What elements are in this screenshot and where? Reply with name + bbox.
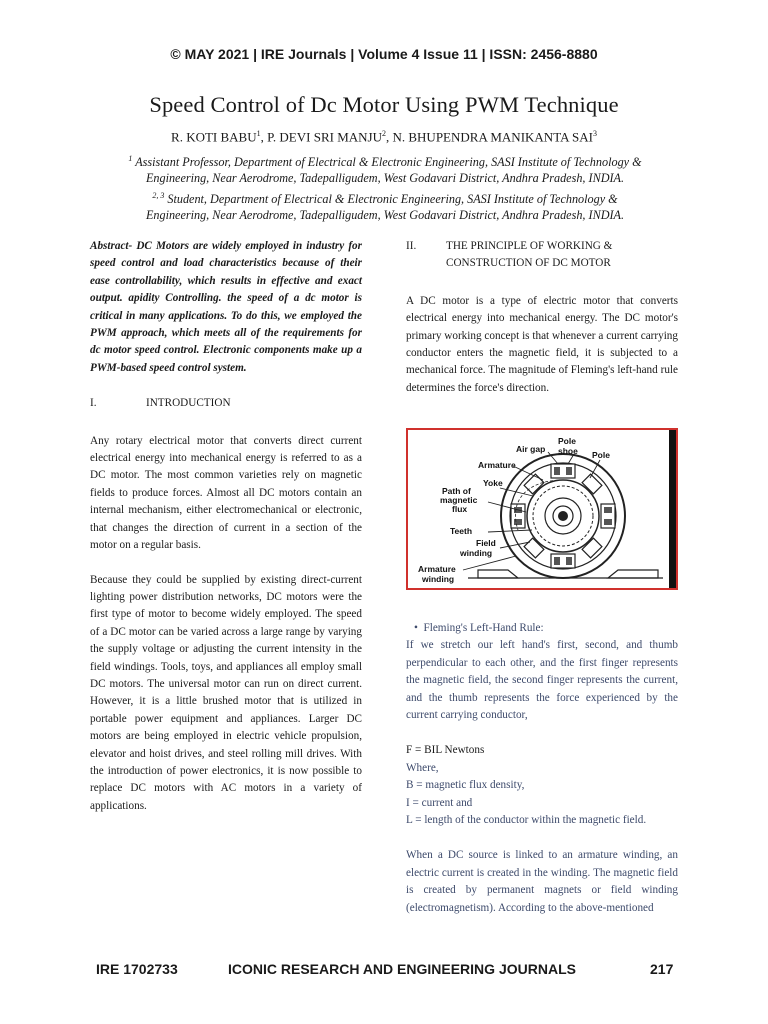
right-column-lower (406, 620, 678, 917)
section-2-heading (406, 238, 678, 273)
affiliation-2-line1: Student, Department of Electrical & Electronic Engineering, SASI Institute of Technology & (167, 192, 618, 207)
affiliation-2 (95, 188, 675, 223)
left-column (90, 238, 362, 815)
fleming-bullet (406, 620, 678, 637)
bullet-dot: • (414, 622, 424, 634)
definition-b: B = magnetic flux density, (406, 779, 525, 792)
abstract: Abstract- DC Motors are widely employed in industry for speed control and load characteristics because of their ease controllability, which results in effective and exact output. apidity Controlling. the speed of a dc motor is critical in many applications. To do this, we employed the PWM approach, which meets all of the requirements for dc motor speed control. Electronic components make up a PWM-based speed control system. (90, 240, 362, 374)
affiliation-2-sup: 2, 3 (152, 191, 165, 200)
section-1-number: I. (90, 397, 97, 410)
intro-paragraph-2: Because they could be supplied by existing direct-current lighting power distribution networks, DC motors were the first type of motor to become widely employed. The speed of a DC motor can be varied across a large range by varying the supply voltage or adjusting the current intensity in the field windings. Tools, toys, and appliances all employ small DC motors. The universal motor can run on direct current. However, it is a little brushed motor that is utilized in portable power equipment and appliances. Larger DC motors are being employed in electric vehicle propulsion, elevator and hoist drives, and steel rolling mill drives. With the introduction of power electronics, it is now possible to replace DC motors with AC motors in a variety of applications. (90, 573, 362, 812)
affiliation-1-sup: 1 (128, 154, 133, 163)
motor-base-right (608, 570, 658, 578)
author-1-sup: 1 (256, 129, 261, 138)
definition-l: L = length of the conductor within the magnetic field. (406, 814, 647, 827)
journal-header: © MAY 2021 | IRE Journals | Volume 4 Issue 11 | ISSN: 2456-8880 (170, 46, 598, 62)
author-1: R. KOTI BABU (171, 129, 257, 145)
armature-paragraph: When a DC source is linked to an armature winding, an electric current is created in the winding. The magnetic field is created by permanent magnets or field winding (electromagnetism). According to the above-mentioned (406, 849, 678, 914)
label-armature-winding-2: winding (422, 574, 455, 584)
section-1-heading (90, 395, 362, 412)
affiliation-1-line2: Engineering, Near Aerodrome, Tadepalligudem, West Godavari District, Andhra Pradesh, INDIA. (145, 171, 625, 186)
affiliation-1 (95, 151, 675, 186)
footer-id: IRE 1702733 (96, 961, 178, 977)
label-teeth: Teeth (450, 526, 473, 536)
dc-motor-construction-figure (406, 428, 678, 590)
label-path-1: Path of (442, 486, 471, 496)
author-2: P. DEVI SRI MANJU (267, 129, 382, 145)
label-pole: Pole (592, 450, 610, 460)
dc-motor-diagram (408, 430, 676, 588)
paper-title: Speed Control of Dc Motor Using PWM Technique (149, 92, 619, 117)
motor-base-left (478, 570, 518, 578)
shaft (558, 511, 568, 521)
authors-line: R. KOTI BABU$^1$, P. DEVI SRI MANJU$^2$, N. BHUPENDRA MANIKANTA SAI$^3$ (171, 129, 597, 145)
affiliation-1-line1: Assistant Professor, Department of Electrical & Electronic Engineering, SASI Institute of Technology & (135, 155, 642, 170)
fleming-paragraph: If we stretch our left hand's first, second, and thumb perpendicular to each other, and the first finger represents the magnetic field, the second finger represents the current, and the thumb represents the force experienced by the current carrying conductor, (406, 639, 678, 722)
figure-edge-bar (669, 430, 676, 588)
label-pole-shoe-1: Pole (558, 436, 576, 446)
definition-i: I = current and (406, 796, 473, 809)
author-2-sup: 2 (381, 129, 386, 138)
principle-paragraph: A DC motor is a type of electric motor that converts electrical energy into mechanical energy. The DC motor's primary working concept is that whenever a current carrying conductor enters the magnetic field, it is subjected to a mechanical force. The magnitude of Fleming's left-hand rule determines the force's direction. (406, 294, 678, 394)
label-pole-shoe-2: shoe (558, 446, 578, 456)
label-yoke: Yoke (483, 478, 503, 488)
section-2-title-line2: CONSTRUCTION OF DC MOTOR (446, 257, 611, 270)
label-armature: Armature (478, 460, 516, 470)
author-3-sup: 3 (592, 129, 597, 138)
footer-journal-name: ICONIC RESEARCH AND ENGINEERING JOURNALS (228, 961, 576, 977)
label-field-2: winding (460, 548, 493, 558)
author-3: N. BHUPENDRA MANIKANTA SAI (392, 129, 593, 145)
label-path-2: magnetic (440, 495, 478, 505)
label-field-1: Field (476, 538, 496, 548)
label-armature-winding-1: Armature (418, 564, 456, 574)
right-column (406, 238, 678, 397)
section-1-title: INTRODUCTION (146, 397, 231, 410)
section-2-title-line1: THE PRINCIPLE OF WORKING & (446, 240, 613, 252)
formula: F = BIL Newtons (406, 744, 485, 757)
label-path-3: flux (452, 504, 468, 514)
affiliation-2-line2: Engineering, Near Aerodrome, Tadepalligudem, West Godavari District, Andhra Pradesh, INDIA. (145, 208, 625, 223)
label-air-gap: Air gap (516, 444, 546, 454)
formula-where: Where, (406, 761, 439, 774)
fleming-bullet-text: Fleming's Left-Hand Rule: (423, 622, 544, 634)
footer-page-number: 217 (650, 961, 674, 977)
intro-paragraph-1: Any rotary electrical motor that converts direct current electrical energy into mechanical energy is referred to as a DC motor. The most common varieties rely on magnetic fields to produce forces. Almost all DC motors contain an internal mechanism, either electromechanical or electronic, that changes the direction of current in a section of the motor on a regular basis. (90, 434, 362, 552)
section-2-number: II. (406, 240, 417, 252)
